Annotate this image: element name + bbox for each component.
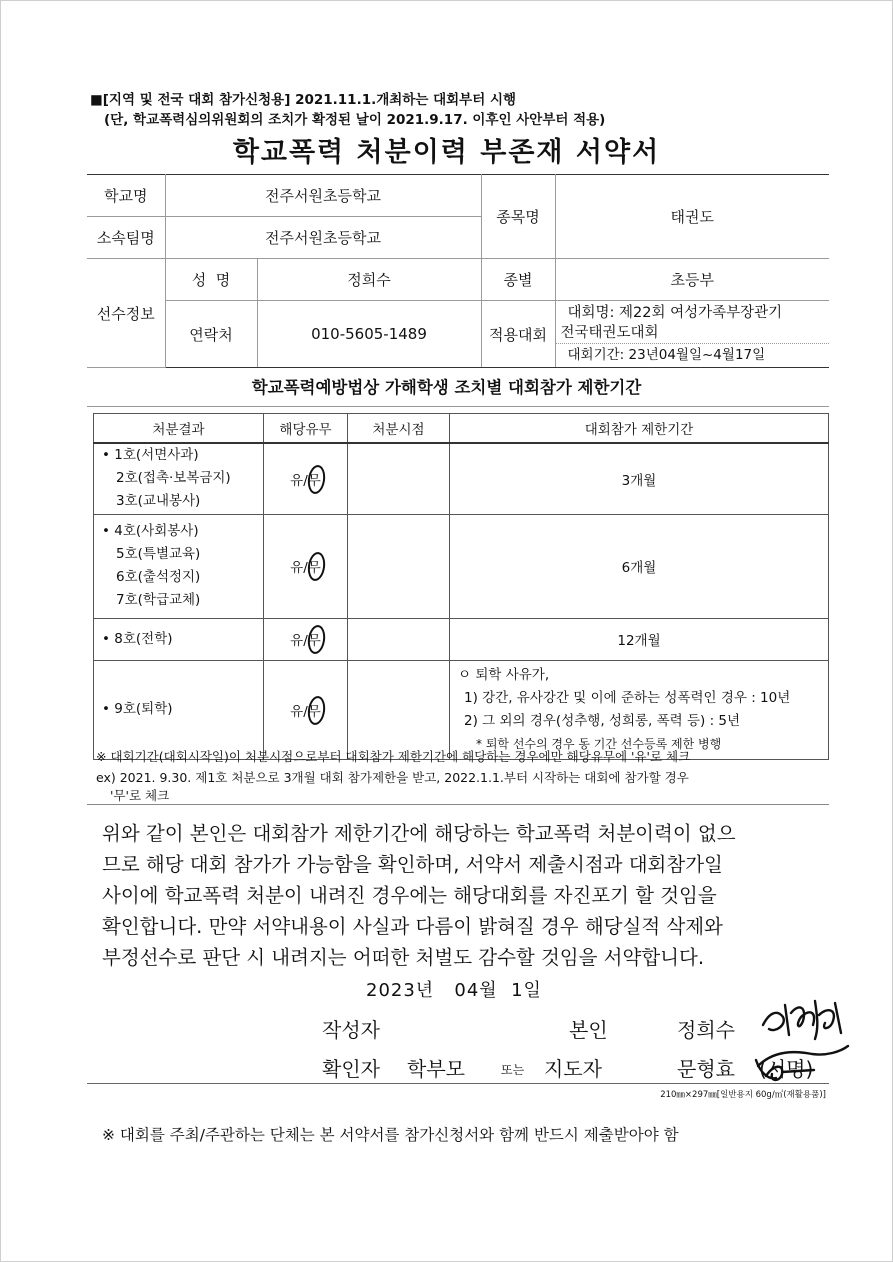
col-header: 해당유무	[264, 414, 348, 444]
confirmer-label: 확인자	[322, 1057, 380, 1081]
yes-no-check	[264, 660, 348, 759]
col-header: 대회참가 제한기간	[450, 414, 829, 444]
sanction-date	[348, 514, 450, 618]
yes-no-text: 유/무	[290, 703, 321, 720]
meet-label: 적용대회	[481, 301, 555, 368]
sanction-date	[348, 660, 450, 759]
pledge-line: 사이에 학교폭력 처분이 내려진 경우에는 해당대회를 자진포기 할 것임을	[102, 884, 717, 907]
sanction-date	[348, 618, 450, 660]
pledge-text	[102, 818, 736, 973]
table-row	[94, 443, 829, 514]
restriction-period: 12개월	[450, 618, 829, 660]
confirmer-name: 문형효	[677, 1057, 735, 1081]
writer-name: 정희수	[677, 1018, 735, 1042]
note-line-1: ※ 대회기간(대회시작일)이 처분시점으로부터 대회참가 제한기간에 해당하는 경우에만 해당유무에 '유'로 체크	[96, 749, 691, 764]
yes-no-check	[264, 618, 348, 660]
sanction-line: • 1호(서면사과)	[102, 447, 199, 464]
yes-no-text: 유/무	[290, 560, 321, 576]
athlete-label: 선수정보	[87, 259, 165, 368]
sanction-line: 2호(접촉·보복금지)	[116, 470, 231, 487]
table-row	[94, 660, 829, 759]
sanction-line: • 8호(전학)	[102, 630, 173, 647]
contact-label: 연락처	[165, 301, 257, 368]
divider	[87, 406, 829, 407]
yes-no-text: 유/무	[290, 633, 321, 649]
restriction-period: 6개월	[450, 514, 829, 618]
notice-line-2: (단, 학교폭력심의위원회의 조치가 확정된 날이 2021.9.17. 이후인 사안부터 적용)	[104, 112, 606, 128]
sanction-table	[93, 413, 829, 760]
sanction-header-row	[94, 414, 829, 444]
team-value: 전주서원초등학교	[165, 217, 481, 259]
circle-mark-icon	[306, 464, 327, 495]
paper-spec: 210㎜×297㎜[일반용지 60g/㎡(재활용품)]	[660, 1090, 826, 1100]
seal-text: (서명)	[759, 1057, 814, 1081]
notice-line-1: ■[지역 및 전국 대회 참가신청용] 2021.11.1.개최하는 대회부터 시행	[90, 92, 517, 108]
yes-no-check	[264, 514, 348, 618]
school-label: 학교명	[87, 175, 165, 217]
or-label: 또는	[501, 1063, 525, 1077]
sanction-subtitle: 학교폭력예방법상 가해학생 조치별 대회참가 제한기간	[251, 378, 642, 397]
col-header: 처분시점	[348, 414, 450, 444]
division-label: 종별	[481, 259, 555, 301]
sanction-result	[94, 443, 264, 514]
note-line-2: ex) 2021. 9.30. 제1호 처분으로 3개월 대회 참가제한을 받고, 2022.1.1.부터 시작하는 대회에 참가할 경우	[96, 770, 689, 785]
meet-name-line-1: 대회명: 제22회 여성가족부장관기	[567, 304, 783, 321]
divider	[87, 804, 829, 805]
writer-label: 작성자	[322, 1018, 380, 1042]
sanction-line: • 4호(사회봉사)	[102, 523, 199, 539]
writer-signature-icon	[755, 995, 855, 1045]
reason-line: 1) 강간, 유사강간 및 이에 준하는 성폭력인 경우 : 10년	[464, 689, 791, 706]
sanction-line: • 9호(퇴학)	[102, 701, 173, 717]
sanction-date	[348, 443, 450, 514]
name-label: 성 명	[165, 259, 257, 301]
sport-label: 종목명	[481, 175, 555, 259]
contact-value: 010-5605-1489	[257, 301, 481, 368]
circle-mark-icon	[306, 694, 327, 725]
meet-period: 대회기간: 23년04월일~4월17일	[556, 343, 830, 366]
pledge-line: 부정선수로 판단 시 내려지는 어떠한 처벌도 감수할 것임을 서약합니다.	[102, 946, 705, 969]
name-value: 정희수	[257, 259, 481, 301]
pledge-line: 위와 같이 본인은 대회참가 제한기간에 해당하는 학교폭력 처분이력이 없으	[102, 822, 736, 845]
pledge-line: 확인합니다. 만약 서약내용이 사실과 다름이 밝혀질 경우 해당실적 삭제와	[102, 915, 723, 938]
pledge-line: 므로 해당 대회 참가가 가능함을 확인하며, 서약서 제출시점과 대회참가일	[102, 853, 723, 876]
team-label: 소속팀명	[87, 217, 165, 259]
school-value: 전주서원초등학교	[165, 175, 481, 217]
sanction-result	[94, 514, 264, 618]
sport-value: 태권도	[555, 175, 829, 259]
athlete-info-table	[87, 174, 829, 368]
sanction-line: 3호(교내봉사)	[116, 493, 201, 510]
circle-mark-icon	[306, 624, 327, 655]
sanction-result	[94, 660, 264, 759]
note-line-3: '무'로 체크	[110, 788, 170, 803]
restriction-period: 3개월	[450, 443, 829, 514]
reason-line: 2) 그 외의 경우(성추행, 성희롱, 폭력 등) : 5년	[464, 712, 741, 729]
meet-info	[555, 301, 829, 368]
division-value: 초등부	[555, 259, 829, 301]
parent-label: 학부모	[407, 1057, 465, 1081]
circle-mark-icon	[306, 551, 327, 582]
self-label: 본인	[569, 1018, 608, 1042]
table-row	[94, 514, 829, 618]
divider	[87, 1083, 829, 1084]
table-row	[94, 618, 829, 660]
reason-line: ㅇ 퇴학 사유가,	[458, 666, 550, 683]
pledge-date: 2023년 04월 1일	[366, 980, 542, 1001]
col-header: 처분결과	[94, 414, 264, 444]
sanction-result	[94, 618, 264, 660]
footer-note: ※ 대회를 주최/주관하는 단체는 본 서약서를 참가신청서와 함께 반드시 제출받아야 함	[102, 1126, 679, 1144]
confirmer-signature-icon	[752, 1042, 852, 1087]
sanction-line: 6호(출석정지)	[116, 569, 201, 585]
expulsion-reason	[450, 660, 829, 759]
reason-line: * 퇴학 선수의 경우 동 기간 선수등록 제한 병행	[476, 736, 722, 751]
sanction-line: 7호(학급교체)	[116, 592, 201, 608]
coach-label: 지도자	[544, 1057, 602, 1081]
yes-no-check	[264, 443, 348, 514]
yes-no-text: 유/무	[290, 472, 321, 489]
page-title: 학교폭력 처분이력 부존재 서약서	[232, 137, 661, 168]
sanction-line: 5호(특별교육)	[116, 546, 201, 562]
meet-name-line-2: 전국태권도대회	[560, 324, 659, 341]
